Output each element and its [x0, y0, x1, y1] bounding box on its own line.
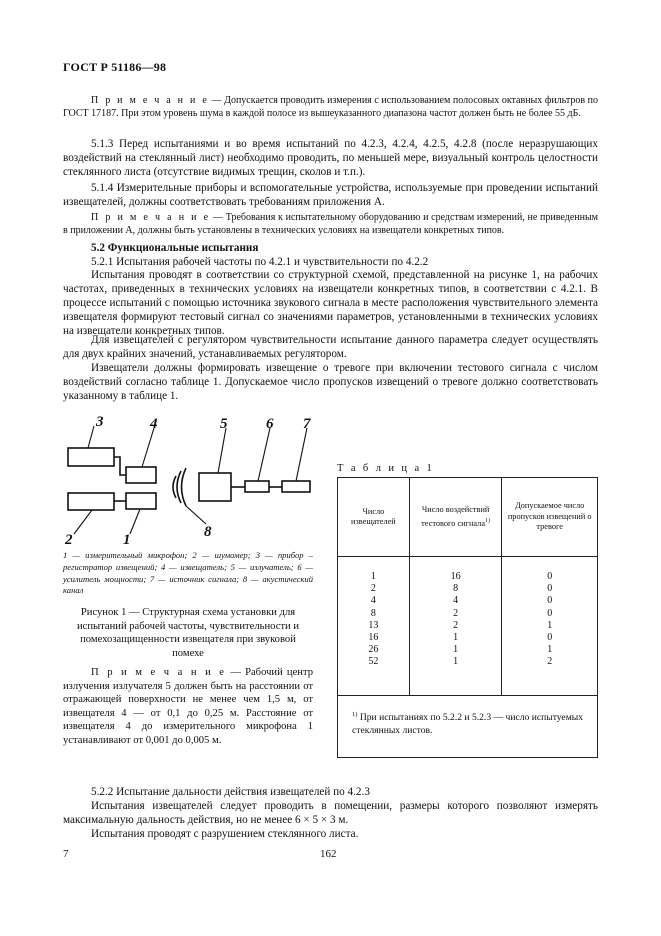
table-cell: 2 — [453, 607, 459, 619]
box-recorder — [68, 448, 114, 466]
page-number-left: 7 — [63, 848, 69, 860]
figure-caption: Рисунок 1 — Структурная схема установки для испытаний рабочей частоты, чувствительности и помехозащищенности извещателя при звуковой помехе — [76, 607, 300, 659]
label-5: 5 — [220, 416, 228, 432]
table-cell: 4 — [370, 595, 376, 607]
table-cell: 2 — [453, 619, 459, 631]
table-cell: 1 — [453, 644, 459, 656]
table-cell: 1 — [547, 619, 553, 631]
table-footnote: $^{1)}$ При испытаниях по 5.2.2 и 5.2.3 — число испытуемых стеклянных листов. — [338, 696, 598, 758]
table-cell: 2 — [547, 656, 553, 668]
page-number-center: 162 — [320, 848, 337, 860]
paragraph-5-2-2-b: Испытания проводят с разрушением стеклянного листа. — [91, 828, 359, 840]
label-8: 8 — [204, 524, 212, 540]
table-cell: 0 — [547, 632, 553, 644]
table-column-misses — [502, 557, 598, 696]
paragraph-5-2-1-a: Испытания проводят в соответствии со структурной схемой, представленной на рисунке 1, на рабочих частотах, приведенных в технических условиях на извещатели конкретных типов, в соответствии с 4.2.1. В процессе испытаний с помощью источника звукового сигнала в месте расположения чувствительного элемента извещателя формируют тестовый сигнал со значениями параметров, установленными в технических условиях на извещатели конкретных типов. — [63, 269, 598, 338]
table-cell: 8 — [370, 607, 376, 619]
table-column-detectors — [338, 557, 410, 696]
table-column-impacts — [409, 557, 502, 696]
label-2: 2 — [65, 532, 73, 548]
paragraph-5-2-1: 5.2.1 Испытания рабочей частоты по 4.2.1 и чувствительности по 4.2.2 — [91, 256, 429, 268]
table-cell: 1 — [453, 632, 459, 644]
table-header-misses: Допускаемое число пропусков извещений о тревоге — [502, 478, 598, 557]
label-6: 6 — [266, 416, 274, 432]
table-1 — [337, 477, 598, 758]
table-cell: 0 — [547, 583, 553, 595]
label-3: 3 — [96, 414, 104, 430]
box-microphone — [126, 493, 156, 509]
paragraph-5-2-1-b: Для извещателей с регулятором чувствительности испытание данного параметра следует осуществлять для двух крайних значений, устанавливаемых регулятором. — [63, 334, 598, 361]
table-cell: 13 — [368, 619, 379, 631]
table-cell: 1 — [547, 644, 553, 656]
paragraph-5-2-1-c: Извещатели должны формировать извещение о тревоге при включении тестового сигнала с числом воздействий согласно таблице 1. Допускаемое число пропусков извещений о тревоге должно соответствовать указанному в таблице 1. — [63, 362, 598, 403]
table-title: Т а б л и ц а 1 — [337, 463, 435, 474]
box-detector — [126, 467, 156, 483]
paragraph-5-1-4: 5.1.4 Измерительные приборы и вспомогательные устройства, используемые при проведении испытаний извещателей, должны соответствовать требованиям приложения А. — [63, 182, 598, 209]
table-cell: 16 — [450, 571, 461, 582]
label-4: 4 — [150, 416, 158, 432]
table-cell: 1 — [370, 571, 376, 582]
figure-1-diagram — [60, 412, 320, 550]
label-1: 1 — [123, 532, 131, 548]
table-cell: 0 — [547, 607, 553, 619]
table-header-detectors: Число извещателей — [338, 478, 410, 557]
box-emitter — [199, 473, 231, 501]
table-cell: 16 — [368, 632, 379, 644]
table-cell: 1 — [453, 656, 459, 668]
paragraph-5-1-3: 5.1.3 Перед испытаниями и во время испытаний по 4.2.3, 4.2.4, 4.2.5, 4.2.8 (после неразрушающих воздействий на стеклянный лист) необходимо проводить, по меньшей мере, визуальный контроль целостности стеклянного листа (отсутствие видимых трещин, сколов и т.п.). — [63, 138, 598, 179]
table-cell: 26 — [368, 644, 379, 656]
section-5-2-heading: 5.2 Функциональные испытания — [91, 242, 259, 254]
table-cell: 8 — [453, 583, 459, 595]
box-signal-source — [282, 481, 310, 492]
note-3: П р и м е ч а н и е — Рабочий центр излучения излучателя 5 должен быть на расстоянии от отражающей поверхности не менее чем 1,5 м, от извещателя 4 — от 0,1 до 0,25 м. Расстояние от извещателя 4 до измерительного микрофона 1 устанавливают от 0,001 до 0,005 м. — [63, 667, 313, 746]
table-cell: 4 — [453, 595, 459, 607]
label-7: 7 — [303, 416, 311, 432]
box-amplifier — [245, 481, 269, 492]
note-1: П р и м е ч а н и е — Допускается проводить измерения с использованием полосовых октавных фильтров по ГОСТ 17187. При этом уровень шума в каждой полосе из вышеуказанного диапазона частот должен быть не более 55 дБ. — [63, 95, 598, 119]
paragraph-5-2-2-a: Испытания извещателей следует проводить в помещении, размеры которого позволяют измерять максимальную дальность действия, но не менее 6 × 5 × 3 м. — [63, 800, 598, 827]
note-2: П р и м е ч а н и е — Требования к испытательному оборудованию и средствам измерений, не приведенным в приложении А, должны быть установлены в технических условиях на извещатели конкретных типов. — [63, 212, 599, 236]
figure-legend: 1 — измерительный микрофон; 2 — шумомер; 3 — прибор – регистратор извещений; 4 — извещатель; 5 — излучатель; 6 — усилитель мощности; 7 — источник сигнала; 8 — акустический канал — [63, 550, 313, 596]
table-cell: 0 — [547, 595, 553, 607]
paragraph-5-2-2: 5.2.2 Испытание дальности действия извещателей по 4.2.3 — [91, 786, 370, 798]
table-cell: 2 — [370, 583, 376, 595]
table-cell: 0 — [547, 571, 553, 582]
box-noise-meter — [68, 493, 114, 510]
document-header: ГОСТ Р 51186—98 — [63, 60, 167, 74]
table-cell: 52 — [368, 656, 379, 668]
table-header-impacts: Число воздействий тестового сигнала$^{1)}$ — [409, 478, 502, 557]
